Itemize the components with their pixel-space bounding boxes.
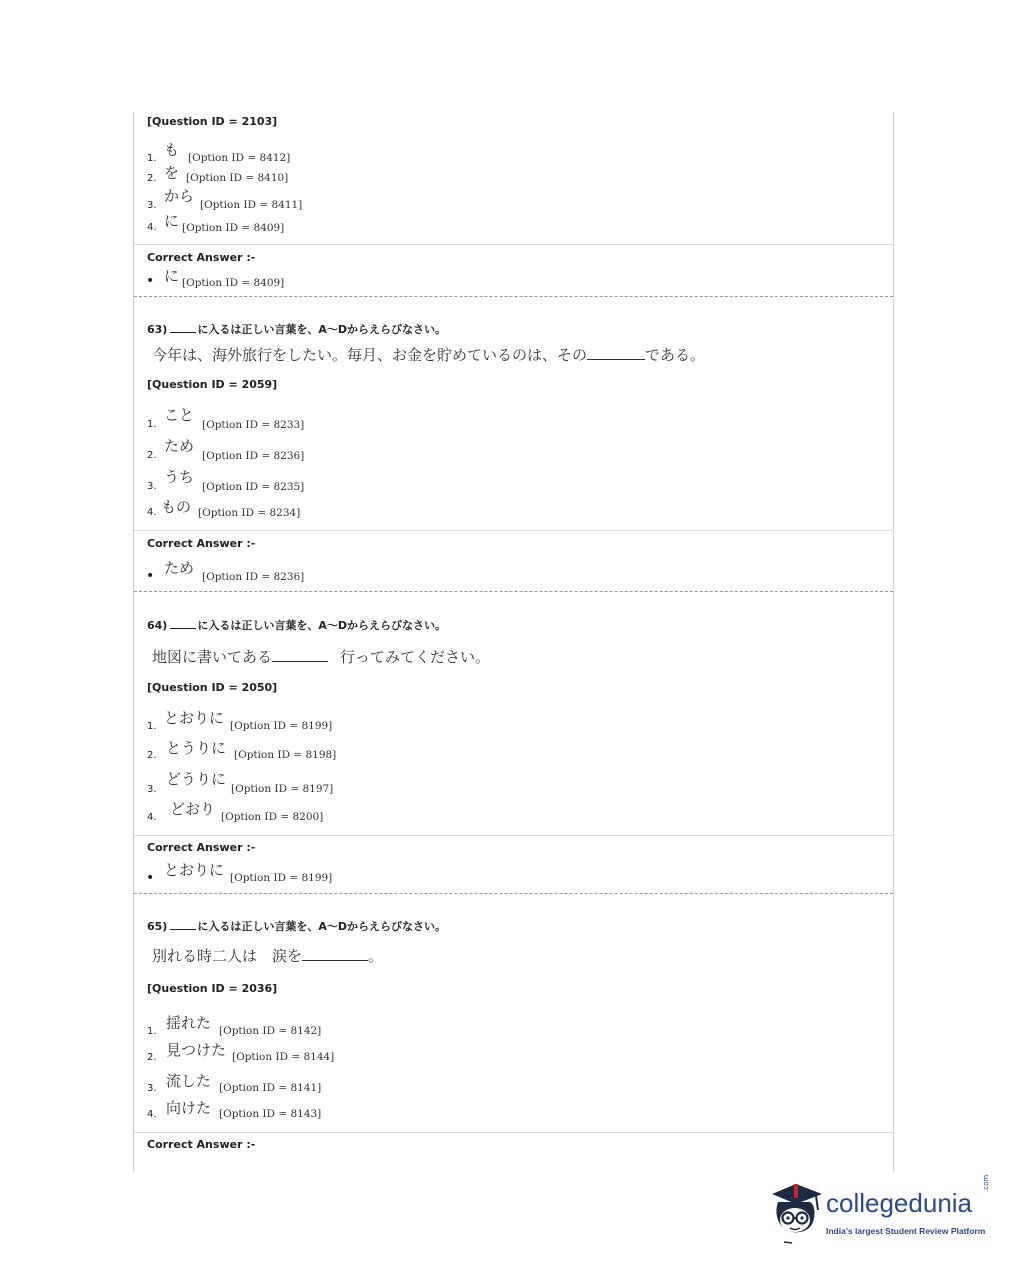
logo-com: .com (982, 1174, 990, 1192)
option-text: 流した (166, 1072, 212, 1090)
divider (134, 244, 893, 245)
option-id: [Option ID = 8143] (219, 1108, 322, 1120)
option-text: に (164, 212, 180, 230)
option-number: 1. (147, 721, 157, 732)
option-number: 2. (147, 173, 157, 184)
option-id: [Option ID = 8412] (188, 152, 291, 164)
correct-answer-label: Correct Answer :- (147, 251, 256, 264)
option-text: も (164, 141, 180, 159)
option-number: 1. (147, 1026, 157, 1037)
question-sentence: 地図に書いてある 行ってみてください。 (152, 648, 491, 666)
option-id: [Option ID = 8199] (230, 720, 333, 732)
option-text: どおり (170, 800, 216, 818)
option-text: とうりに (166, 739, 227, 757)
question-id: [Question ID = 2103] (147, 115, 278, 128)
correct-answer-id: [Option ID = 8409] (182, 277, 285, 289)
option-id: [Option ID = 8144] (232, 1051, 335, 1063)
option-id: [Option ID = 8141] (219, 1082, 322, 1094)
bullet: • (146, 870, 155, 886)
option-id: [Option ID = 8198] (234, 749, 337, 761)
question-sentence: 別れる時二人は 涙を 。 (152, 947, 384, 965)
option-number: 4. (147, 812, 157, 823)
option-number: 3. (147, 481, 157, 492)
option-id: [Option ID = 8142] (219, 1025, 322, 1037)
option-number: 2. (147, 1052, 157, 1063)
divider (134, 1132, 893, 1133)
divider (134, 530, 893, 531)
divider (134, 835, 893, 836)
logo-tagline: India's largest Student Review Platform (826, 1226, 986, 1236)
question-instruction: 65) に入るは正しい言葉を、A～Dからえらびなさい。 (147, 920, 446, 933)
bullet: • (146, 568, 155, 584)
correct-answer-text: に (164, 267, 180, 285)
question-sentence: 今年は、海外旅行をしたい。毎月、お金を貯めているのは、その である。 (152, 346, 706, 364)
question-instruction: 63) に入るは正しい言葉を、A～Dからえらびなさい。 (147, 323, 446, 336)
option-text: とおりに (164, 709, 225, 727)
option-id: [Option ID = 8233] (202, 419, 305, 431)
mascot-icon (768, 1180, 826, 1246)
option-id: [Option ID = 8197] (231, 783, 334, 795)
correct-answer-id: [Option ID = 8236] (202, 571, 305, 583)
option-id: [Option ID = 8234] (198, 507, 301, 519)
option-text: 揺れた (166, 1014, 212, 1032)
correct-answer-id: [Option ID = 8199] (230, 872, 333, 884)
question-divider (134, 296, 893, 297)
option-number: 1. (147, 153, 157, 164)
question-id: [Question ID = 2050] (147, 681, 278, 694)
option-id: [Option ID = 8200] (221, 811, 324, 823)
option-number: 4. (147, 1109, 157, 1120)
option-text: 見つけた (166, 1041, 227, 1059)
option-text: 向けた (166, 1099, 212, 1117)
option-id: [Option ID = 8411] (200, 199, 303, 211)
option-text: を (164, 164, 180, 182)
option-id: [Option ID = 8235] (202, 481, 305, 493)
option-number: 4. (147, 507, 157, 518)
option-text: ため (164, 437, 195, 455)
question-id: [Question ID = 2059] (147, 378, 278, 391)
option-number: 1. (147, 419, 157, 430)
option-text: もの (161, 498, 192, 516)
option-number: 3. (147, 200, 157, 211)
option-number: 2. (147, 450, 157, 461)
collegedunia-logo (768, 1174, 998, 1250)
question-id: [Question ID = 2036] (147, 982, 278, 995)
option-text: うち (164, 468, 195, 486)
option-number: 3. (147, 784, 157, 795)
option-number: 2. (147, 750, 157, 761)
option-id: [Option ID = 8410] (186, 172, 289, 184)
option-number: 3. (147, 1083, 157, 1094)
option-text: こと (164, 406, 195, 424)
correct-answer-text: とおりに (164, 861, 225, 879)
option-id: [Option ID = 8236] (202, 450, 305, 462)
correct-answer-label: Correct Answer :- (147, 841, 256, 854)
logo-wordmark: collegedunia (826, 1188, 973, 1218)
correct-answer-text: ため (164, 559, 195, 577)
correct-answer-label: Correct Answer :- (147, 1138, 256, 1151)
option-id: [Option ID = 8409] (182, 222, 285, 234)
bullet: • (146, 273, 155, 289)
question-divider (134, 591, 893, 592)
option-text: どうりに (166, 770, 227, 788)
question-divider (134, 893, 893, 894)
question-sheet (133, 112, 894, 1172)
correct-answer-label: Correct Answer :- (147, 537, 256, 550)
option-number: 4. (147, 222, 157, 233)
option-text: から (164, 187, 195, 205)
question-instruction: 64) に入るは正しい言葉を、A～Dからえらびなさい。 (147, 619, 446, 632)
